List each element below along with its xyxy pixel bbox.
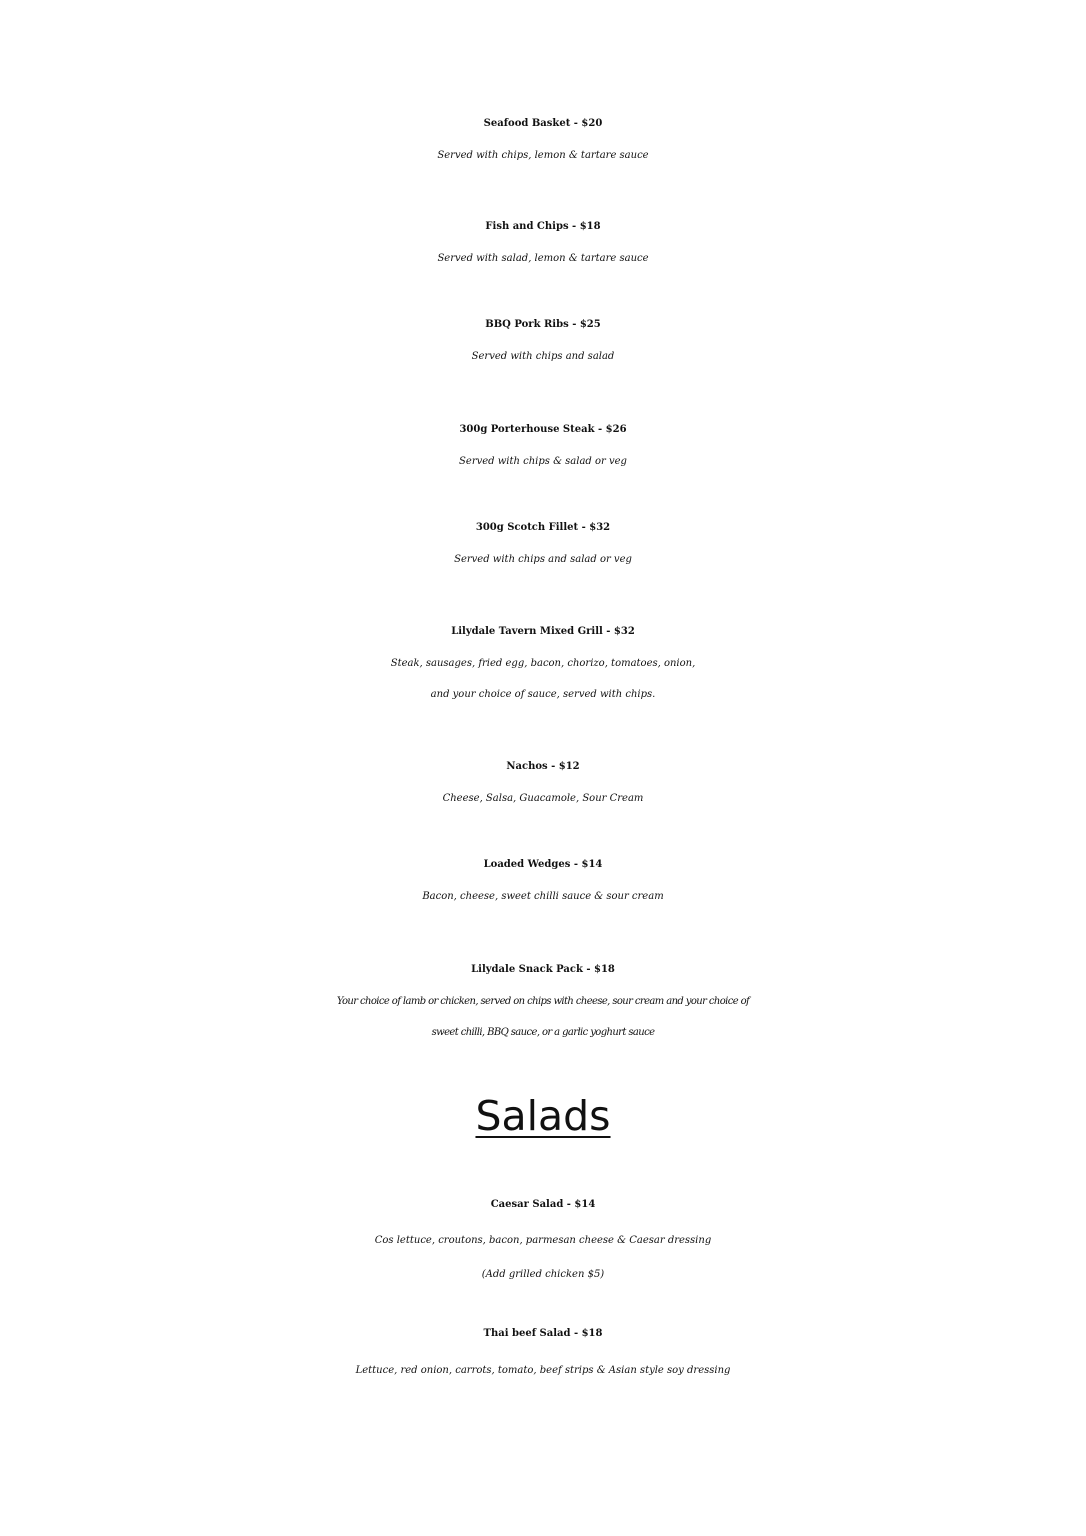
item-title: Thai beef Salad - $18	[483, 1328, 603, 1339]
menu-item-seafood-basket	[0, 108, 1086, 171]
item-title: Caesar Salad - $14	[490, 1199, 596, 1210]
item-title: Lilydale Tavern Mixed Grill - $32	[451, 626, 635, 637]
menu-item-loaded-wedges	[0, 849, 1086, 912]
item-title: 300g Porterhouse Steak - $26	[459, 424, 627, 435]
menu-item-mixed-grill	[0, 616, 1086, 710]
item-description: Bacon, cheese, sweet chilli sauce & sour cream	[422, 891, 664, 902]
item-description: Served with chips & salad or veg	[459, 456, 627, 467]
item-description: and your choice of sauce, served with chips.	[430, 689, 656, 700]
menu-item-porterhouse-steak	[0, 414, 1086, 477]
item-description: Served with chips, lemon & tartare sauce	[437, 150, 649, 161]
item-title: Lilydale Snack Pack - $18	[471, 964, 615, 975]
menu-item-thai-beef-salad	[0, 1318, 1086, 1386]
item-title: Loaded Wedges - $14	[483, 859, 603, 870]
item-description: Your choice of lamb or chicken, served on chips with cheese, sour cream and your choice of	[336, 996, 750, 1007]
item-description: Served with salad, lemon & tartare sauce	[437, 253, 649, 264]
item-title: Seafood Basket - $20	[483, 118, 603, 129]
item-description: Cos lettuce, croutons, bacon, parmesan cheese & Caesar dressing	[374, 1235, 712, 1246]
item-description: Served with chips and salad	[471, 351, 615, 362]
item-description: Steak, sausages, fried egg, bacon, chorizo, tomatoes, onion,	[390, 658, 696, 669]
menu-item-caesar-salad	[0, 1189, 1086, 1290]
item-description: Served with chips and salad or veg	[454, 554, 632, 565]
section-heading-salads: Salads	[475, 1092, 611, 1140]
item-title: Fish and Chips - $18	[485, 221, 601, 232]
menu-item-snack-pack	[0, 954, 1086, 1048]
item-description: (Add grilled chicken $5)	[481, 1269, 605, 1280]
item-title: BBQ Pork Ribs - $25	[485, 319, 601, 330]
item-title: Nachos - $12	[506, 761, 580, 772]
item-description: Lettuce, red onion, carrots, tomato, beef strips & Asian style soy dressing	[355, 1365, 731, 1376]
menu-item-bbq-pork-ribs	[0, 309, 1086, 372]
item-description: Cheese, Salsa, Guacamole, Sour Cream	[442, 793, 644, 804]
menu-item-scotch-fillet	[0, 512, 1086, 575]
item-title: 300g Scotch Fillet - $32	[475, 522, 611, 533]
menu-item-fish-and-chips	[0, 211, 1086, 274]
menu-item-nachos	[0, 751, 1086, 814]
item-description: sweet chilli, BBQ sauce, or a garlic yoghurt sauce	[431, 1027, 655, 1038]
